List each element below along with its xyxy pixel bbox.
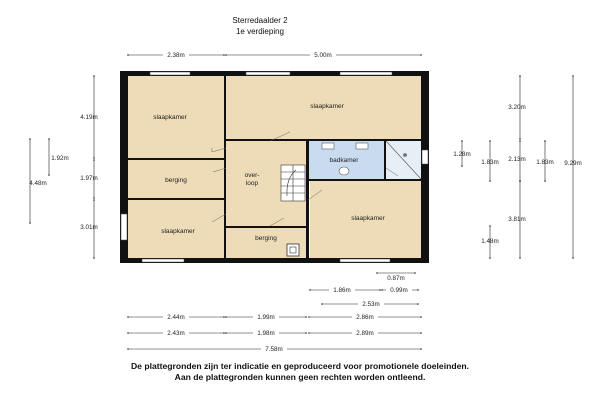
plan-title: Sterredaalder 2 xyxy=(232,16,288,25)
room-label-berging: berging xyxy=(255,235,277,242)
room-label-slaapkamer: slaapkamer xyxy=(153,114,187,121)
dim-label: 1.83m xyxy=(481,159,499,166)
dim-label: 1.83m xyxy=(536,159,554,166)
dim-label: 1.97m xyxy=(80,175,98,182)
dim-label: 2.13m xyxy=(508,156,526,163)
dim-label: 2.53m xyxy=(362,301,380,308)
dim-label: 9.29m xyxy=(564,160,582,167)
dim-label: 2.86m xyxy=(356,314,374,321)
room-label-badkamer: badkamer xyxy=(329,157,359,164)
plan-subtitle: 1e verdieping xyxy=(235,27,285,36)
dim-label: 3.01m xyxy=(80,224,98,231)
disclaimer-line-1: De plattegronden zijn ter indicatie en geproduceerd voor promotionele doeleinden. xyxy=(130,361,470,371)
room-label-overloop: loop xyxy=(245,180,259,187)
dim-label: 1.86m xyxy=(333,287,351,294)
dim-label: 1.48m xyxy=(481,238,499,245)
dim-label: 1.28m xyxy=(453,151,471,158)
sink xyxy=(322,143,334,149)
dim-label: 3.81m xyxy=(508,216,526,223)
dim-label: 0.87m xyxy=(387,275,405,282)
room-label-slaapkamer: slaapkamer xyxy=(310,103,344,110)
dim-label: 2.44m xyxy=(167,314,185,321)
dim-label: 1.92m xyxy=(51,155,69,162)
dim-label: 3.20m xyxy=(508,104,526,111)
dim-label: 7.58m xyxy=(265,346,283,353)
toilet xyxy=(339,167,349,175)
room-label-slaapkamer: slaapkamer xyxy=(161,228,195,235)
room-label-berging: berging xyxy=(165,177,187,184)
sink xyxy=(356,143,368,149)
dim-label: 4.19m xyxy=(80,114,98,121)
dim-label: 2.89m xyxy=(356,330,374,337)
dim-label: 1.98m xyxy=(257,330,275,337)
dim-label: 0.99m xyxy=(390,287,408,294)
dim-label: 5.00m xyxy=(314,52,332,59)
dim-label: 4.48m xyxy=(29,180,47,187)
room-label-overloop: over- xyxy=(244,172,260,179)
room-label-slaapkamer: slaapkamer xyxy=(351,215,385,222)
staircase xyxy=(281,165,305,201)
dim-label: 2.43m xyxy=(167,330,185,337)
dim-label: 1.99m xyxy=(257,314,275,321)
disclaimer-line-2: Aan de plattegronden kunnen geen rechten worden ontleend. xyxy=(174,372,426,382)
dim-label: 2.38m xyxy=(167,52,185,59)
